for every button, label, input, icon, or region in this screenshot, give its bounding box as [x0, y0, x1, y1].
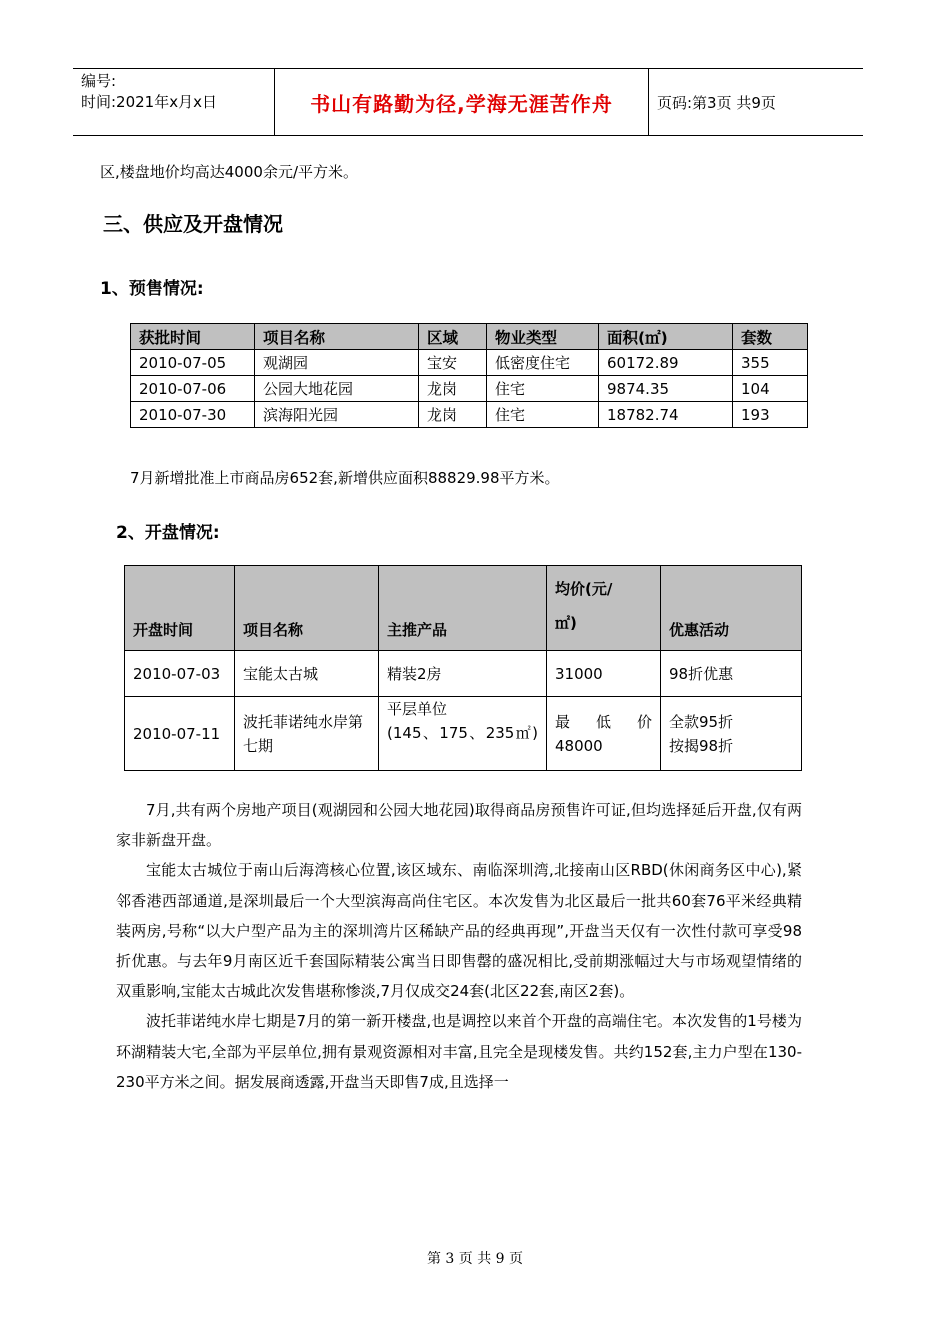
table-header-cell: 项目名称	[235, 566, 379, 651]
table-cell: 低密度住宅	[487, 350, 599, 376]
table-cell: 355	[733, 350, 808, 376]
page-header	[73, 68, 863, 136]
table-cell: 2010-07-03	[125, 651, 235, 697]
header-page-number: 页码:第3页 共9页	[657, 93, 776, 112]
table-cell: 2010-07-06	[131, 376, 255, 402]
table-cell: 18782.74	[599, 402, 733, 428]
offer-line1: 全款95折	[669, 712, 734, 731]
table-cell: 住宅	[487, 376, 599, 402]
table-header-cell: 获批时间	[131, 324, 255, 350]
table-cell: 精装2房	[379, 651, 547, 697]
header-meta	[73, 69, 275, 135]
opening-title: 2、开盘情况:	[116, 523, 220, 543]
table-header-cell: 物业类型	[487, 324, 599, 350]
page-footer: 第 3 页 共 9 页	[426, 1251, 524, 1267]
table-header-cell: 区域	[419, 324, 487, 350]
table-cell: 宝能太古城	[235, 651, 379, 697]
presale-title: 1、预售情况:	[100, 279, 204, 299]
table-cell: 公园大地花园	[255, 376, 419, 402]
table-header-cell: 开盘时间	[125, 566, 235, 651]
price-header-line1: 均价(元/	[555, 580, 613, 598]
table-cell: 龙岗	[419, 402, 487, 428]
opening-table	[124, 565, 802, 771]
table-header-cell: 主推产品	[379, 566, 547, 651]
section-title: 三、供应及开盘情况	[103, 212, 283, 236]
table-header-cell: 面积(㎡)	[599, 324, 733, 350]
table-cell: 观湖园	[255, 350, 419, 376]
header-motto-cell	[275, 69, 649, 135]
product-line1: 平层单位	[387, 700, 448, 718]
table-cell-product	[379, 697, 547, 771]
table-cell: 2010-07-30	[131, 402, 255, 428]
offer-line2: 按揭98折	[669, 736, 734, 755]
opening-table-header	[125, 566, 802, 651]
table-cell: 波托菲诺纯水岸第七期	[235, 697, 379, 771]
paragraph: 波托菲诺纯水岸七期是7月的第一新开楼盘,也是调控以来首个开盘的高端住宅。本次发售的1号楼为环湖精装大宅,全部为平层单位,拥有景观资源相对丰富,且完全是现楼发售。共约152套,主力户型在130-230平方米之间。据发展商透露,开盘当天即售7成,且选择一	[116, 1012, 802, 1091]
table-cell: 104	[733, 376, 808, 402]
table-header-cell: 套数	[733, 324, 808, 350]
table-row	[131, 376, 808, 402]
table-row	[131, 402, 808, 428]
paragraph: 宝能太古城位于南山后海湾核心位置,该区域东、南临深圳湾,北接南山区RBD(休闲商务区中心),紧邻香港西部通道,是深圳最后一个大型滨海高尚住宅区。本次发售为北区最后一批共60套76平米经典精装两房,号称“以大户型产品为主的深圳湾片区稀缺产品的经典再现”,开盘当天仅有一次性付款可享受98折优惠。与去年9月南区近千套国际精装公寓当日即售罄的盛况相比,受前期涨幅过大与市场观望情绪的双重影响,宝能太古城此次发售堪称惨淡,7月仅成交24套(北区22套,南区2套)。	[116, 861, 802, 1001]
table-header-cell-price	[547, 566, 661, 651]
table-cell: 滨海阳光园	[255, 402, 419, 428]
header-number: 编号:	[81, 72, 117, 90]
price-line2: 48000	[555, 736, 603, 755]
table-cell: 2010-07-11	[125, 697, 235, 771]
header-motto: 书山有路勤为径,学海无涯苦作舟	[310, 91, 613, 116]
table-cell-offer	[661, 697, 802, 771]
table-cell-price	[547, 697, 661, 771]
price-line1: 最低价	[555, 712, 652, 731]
table-cell: 31000	[547, 651, 661, 697]
body-text	[116, 795, 802, 1097]
presale-table-header	[131, 324, 808, 350]
table-cell: 住宅	[487, 402, 599, 428]
table-row	[131, 350, 808, 376]
table-cell: 9874.35	[599, 376, 733, 402]
table-cell: 98折优惠	[661, 651, 802, 697]
table-cell: 193	[733, 402, 808, 428]
table-header-cell: 优惠活动	[661, 566, 802, 651]
price-header-line2: ㎡)	[555, 614, 577, 632]
table-row	[125, 697, 802, 771]
presale-summary: 7月新增批准上市商品房652套,新增供应面积88829.98平方米。	[130, 469, 560, 487]
table-cell: 60172.89	[599, 350, 733, 376]
table-cell: 龙岗	[419, 376, 487, 402]
product-line2: (145、175、235㎡)	[387, 724, 538, 742]
intro-line: 区,楼盘地价均高达4000余元/平方米。	[100, 163, 358, 181]
table-cell: 2010-07-05	[131, 350, 255, 376]
table-cell: 宝安	[419, 350, 487, 376]
table-row	[125, 651, 802, 697]
presale-table	[130, 323, 808, 428]
table-header-cell: 项目名称	[255, 324, 419, 350]
header-time: 时间:2021年x月x日	[81, 93, 217, 111]
paragraph: 7月,共有两个房地产项目(观湖园和公园大地花园)取得商品房预售许可证,但均选择延后开盘,仅有两家非新盘开盘。	[116, 801, 802, 850]
